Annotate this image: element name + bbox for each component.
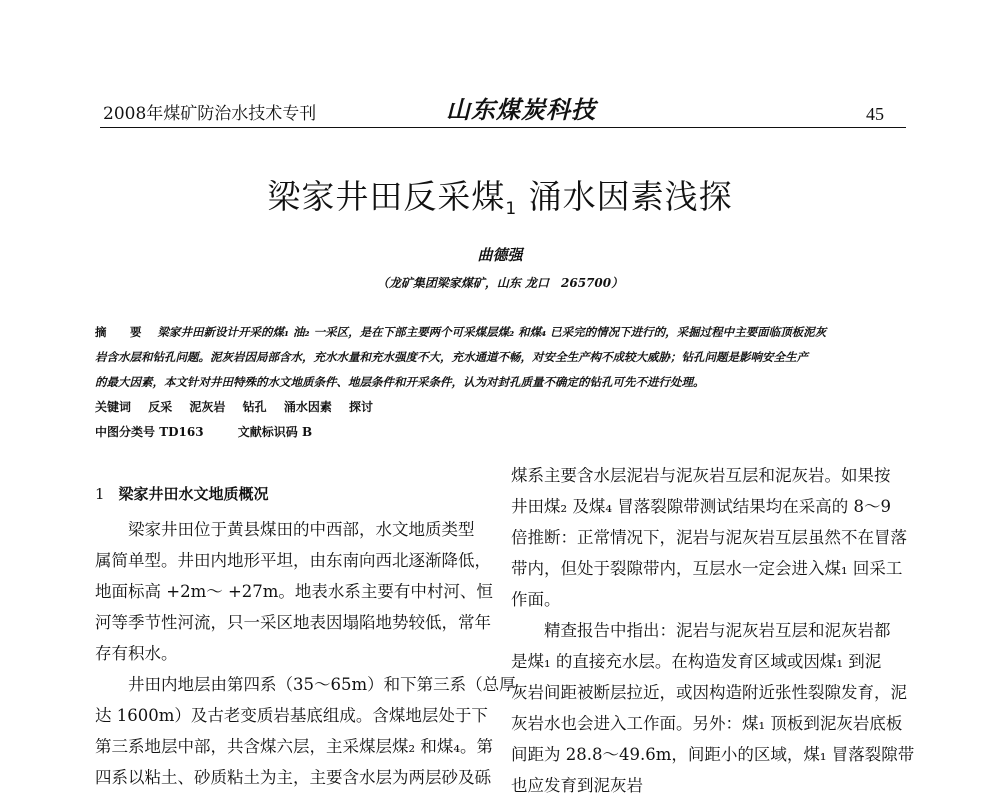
paragraph-line: 井田内地层由第四系（35～65m）和下第三系（总厚 [128, 675, 516, 694]
paragraph-line: 也应发育到泥灰岩 [511, 776, 643, 795]
keywords-label: 关键词 [95, 400, 132, 414]
abstract-label: 摘 要 [95, 325, 148, 339]
keyword: 泥灰岩 [189, 400, 226, 414]
paragraph-line: 达 1600m）及古老变质岩基底组成。含煤地层处于下 [95, 706, 488, 725]
abstract-line: 的最大因素，本文针对井田特殊的水文地质条件、地层条件和开采条件，认为对封孔质量不确定的钻孔可先不进行处理。 [95, 375, 705, 389]
section-number: 1 [95, 485, 105, 503]
paragraph-line: 四系以粘土、砂质粘土为主，主要含水层为两层砂及砾 [95, 768, 491, 787]
paper-title [0, 171, 1000, 219]
paragraph-line: 间距为 28.8～49.6m，间距小的区域，煤₁ 冒落裂隙带 [511, 745, 915, 764]
paragraph-line: 第三系地层中部，共含煤六层，主采煤层煤₂ 和煤₄。第 [95, 737, 493, 756]
classification [95, 423, 312, 440]
keyword: 钻孔 [242, 400, 267, 414]
paragraph-line: 倍推断：正常情况下，泥岩与泥灰岩互层虽然不在冒落 [511, 528, 907, 547]
keyword: 反采 [148, 400, 173, 414]
paragraph-line: 精查报告中指出：泥岩与泥灰岩互层和泥灰岩都 [544, 621, 891, 640]
title-rest: 涌水因素浅探 [517, 177, 733, 216]
paragraph-line: 井田煤₂ 及煤₄ 冒落裂隙带测试结果均在采高的 8～9 [511, 497, 891, 516]
keywords [95, 398, 386, 415]
left-column [95, 514, 516, 793]
paragraph-line: 河等季节性河流，只一采区地表因塌陷地势较低，常年 [95, 613, 491, 632]
document-code-label: 文献标识码 [237, 425, 298, 439]
paragraph-line: 灰岩间距被断层拉近，或因构造附近张性裂隙发育，泥 [511, 683, 907, 702]
paragraph-line: 作面。 [511, 590, 561, 609]
classification-code: TD163 [159, 425, 204, 439]
paragraph-line: 是煤₁ 的直接充水层。在构造发育区域或因煤₁ 到泥 [511, 652, 882, 671]
section-heading [95, 483, 269, 504]
paragraph-line: 煤系主要含水层泥岩与泥灰岩互层和泥灰岩。如果按 [511, 466, 891, 485]
section-title: 梁家井田水文地质概况 [118, 485, 269, 503]
header-rule [100, 127, 906, 128]
author: 曲德强 [477, 246, 523, 264]
paragraph-line: 梁家井田位于黄县煤田的中西部，水文地质类型 [128, 520, 475, 539]
title-subscript: 1 [505, 199, 518, 219]
paragraph-line: 带内，但处于裂隙带内，互层水一定会进入煤₁ 回采工 [511, 559, 903, 578]
paragraph-line: 存有积水。 [95, 644, 178, 663]
abstract-text-1: 梁家井田新设计开采的煤₁ 油₂ 一采区，是在下部主要两个可采煤层煤₂ 和煤₄ 已采完的情况下进行的，采掘过程中主要面临顶板泥灰 [157, 325, 827, 339]
paragraph-line: 地面标高 +2m～ +27m。地表水系主要有中村河、恒 [95, 582, 493, 601]
document-code: B [301, 425, 313, 439]
classification-label: 中图分类号 [95, 425, 156, 439]
abstract-line: 岩含水层和钻孔问题。泥灰岩因局部含水，充水水量和充水强度不大，充水通道不畅，对安全生产构不成较大威胁；钻孔问题是影响安全生产 [95, 350, 808, 364]
affiliation: （龙矿集团梁家煤矿，山东 龙口 265700） [376, 276, 624, 290]
title-main: 梁家井田反采煤 [267, 177, 506, 216]
keyword: 涌水因素 [283, 400, 332, 414]
journal-logo: 山东煤炭科技 [446, 95, 596, 124]
abstract-line [95, 324, 826, 340]
journal-header: 2008年煤矿防治水技术专刊 [103, 104, 317, 124]
right-column [511, 460, 914, 801]
paragraph-line: 灰岩水也会进入工作面。另外：煤₁ 顶板到泥灰岩底板 [511, 714, 903, 733]
page-number: 45 [866, 104, 884, 124]
keyword: 探讨 [349, 400, 374, 414]
paragraph-line: 属简单型。井田内地形平坦，由东南向西北逐渐降低， [95, 551, 491, 570]
